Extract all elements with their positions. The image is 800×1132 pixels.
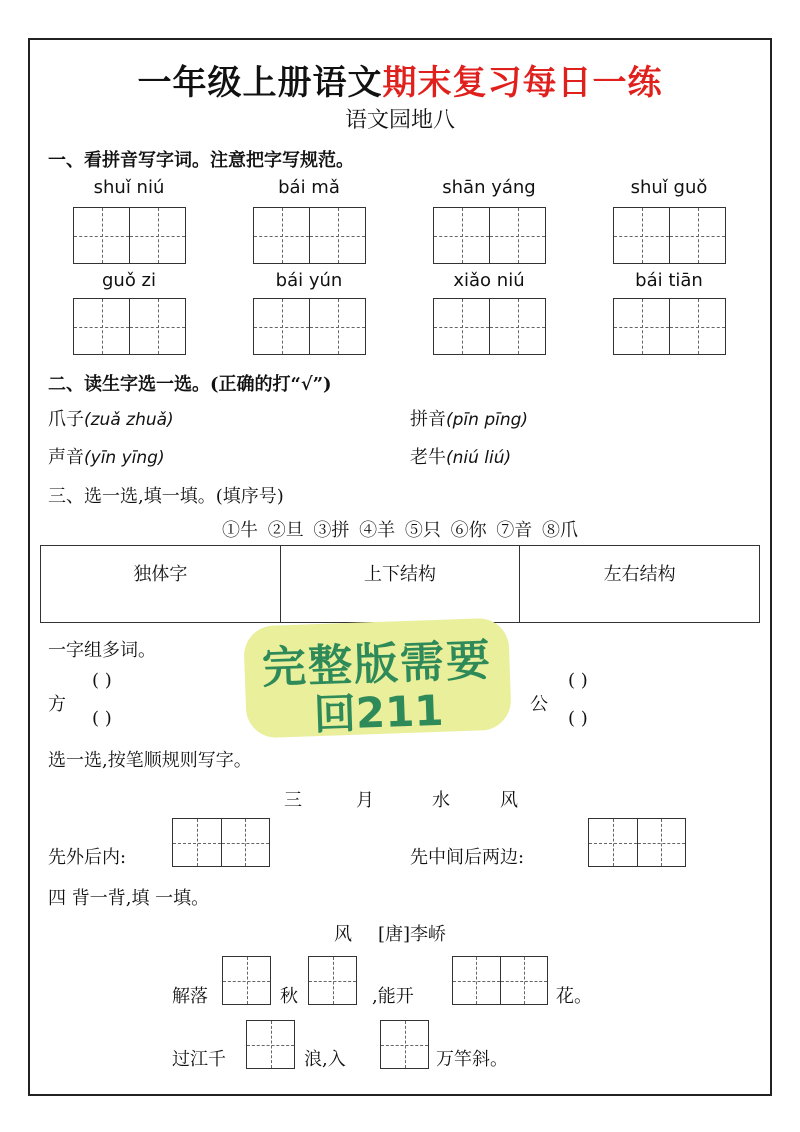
compound-char: 公 (530, 694, 548, 715)
pinyin-label: shuǐ niú (93, 177, 165, 198)
stamp-line1: 完整版需要 (261, 635, 493, 695)
writing-grid[interactable] (588, 818, 686, 867)
worksheet-subtitle: 语文园地八 (344, 108, 455, 133)
writing-grid[interactable] (246, 1020, 295, 1069)
item-pinyin-options: (pīn pīng) (446, 410, 529, 430)
stroke-char: 水 (432, 790, 450, 811)
item-pinyin-options: (niú liú) (446, 448, 512, 468)
watermark-stamp (243, 617, 512, 738)
answer-blank[interactable]: ( ) (92, 708, 112, 729)
column-single-char[interactable]: 独体字 (41, 546, 281, 623)
writing-grid[interactable] (380, 1020, 429, 1069)
compound-char: 方 (48, 694, 66, 715)
item-chars: 爪子 (48, 409, 84, 430)
rule-middle-sides: 先中间后两边: (410, 847, 525, 868)
item-chars: 声音 (48, 447, 84, 468)
pronunciation-item[interactable] (48, 443, 165, 469)
stroke-char: 风 (500, 790, 518, 811)
pinyin-label: bái mǎ (278, 177, 340, 198)
column-top-bottom[interactable]: 上下结构 (280, 546, 520, 623)
writing-grid[interactable] (253, 207, 366, 264)
poem-text: 秋 (280, 986, 298, 1007)
rule-outside-inside: 先外后内: (48, 847, 127, 868)
pinyin-label: guǒ zi (101, 270, 157, 291)
section3-heading: 三、选一选,填一填。(填序号) (48, 486, 284, 507)
column-left-right[interactable]: 左右结构 (520, 546, 760, 623)
poem-text: 花。 (556, 986, 592, 1007)
poem-text: ,能开 (372, 986, 414, 1007)
answer-blank[interactable]: ( ) (568, 708, 588, 729)
item-chars: 老牛 (410, 447, 446, 468)
writing-grid[interactable] (73, 298, 186, 355)
pinyin-label: shuǐ guǒ (630, 177, 708, 198)
writing-grid[interactable] (613, 298, 726, 355)
pronunciation-item[interactable] (410, 443, 511, 469)
pinyin-label: bái yún (275, 270, 343, 291)
stroke-order-heading: 选一选,按笔顺规则写字。 (48, 750, 252, 771)
structure-table (40, 545, 760, 623)
section1-heading: 一、看拼音写字词。注意把字写规范。 (48, 150, 354, 171)
multi-words-heading: 一字组多词。 (48, 640, 156, 661)
section2-heading: 二、读生字选一选。(正确的打“√”) (48, 374, 332, 395)
pronunciation-item[interactable] (48, 405, 174, 431)
poem-text: 过江千 (172, 1049, 226, 1070)
stroke-char: 三 (284, 790, 302, 811)
pinyin-label: shān yáng (442, 177, 536, 198)
poem-author: [唐]李峤 (378, 924, 447, 945)
answer-blank[interactable]: ( ) (92, 670, 112, 691)
item-chars: 拼音 (410, 409, 446, 430)
stroke-char: 月 (356, 790, 374, 811)
writing-grid[interactable] (452, 956, 548, 1005)
section4-heading: 四 背一背,填 一填。 (48, 888, 210, 909)
pinyin-label: bái tiān (635, 270, 703, 291)
writing-grid[interactable] (73, 207, 186, 264)
item-pinyin-options: (yīn yīng) (84, 448, 165, 468)
writing-grid[interactable] (253, 298, 366, 355)
poem-text: 万竿斜。 (436, 1049, 508, 1070)
writing-grid[interactable] (613, 207, 726, 264)
poem-title: 风 (334, 924, 352, 945)
writing-grid[interactable] (308, 956, 357, 1005)
stamp-line2: 回211 (313, 685, 445, 740)
poem-text: 解落 (172, 986, 208, 1007)
pronunciation-item[interactable] (410, 405, 528, 431)
answer-blank[interactable]: ( ) (568, 670, 588, 691)
item-pinyin-options: (zuǎ zhuǎ) (84, 410, 174, 430)
poem-text: 浪,入 (304, 1049, 346, 1070)
writing-grid[interactable] (433, 207, 546, 264)
title-red: 期末复习每日一练 (382, 63, 663, 103)
character-options: ①牛 ②旦 ③拼 ④羊 ⑤只 ⑥你 ⑦音 ⑧爪 (221, 520, 579, 541)
title-black: 一年级上册语文 (137, 63, 383, 103)
writing-grid[interactable] (433, 298, 546, 355)
writing-grid[interactable] (222, 956, 271, 1005)
pinyin-label: xiǎo niú (453, 270, 525, 291)
worksheet-title (0, 55, 800, 104)
writing-grid[interactable] (172, 818, 270, 867)
